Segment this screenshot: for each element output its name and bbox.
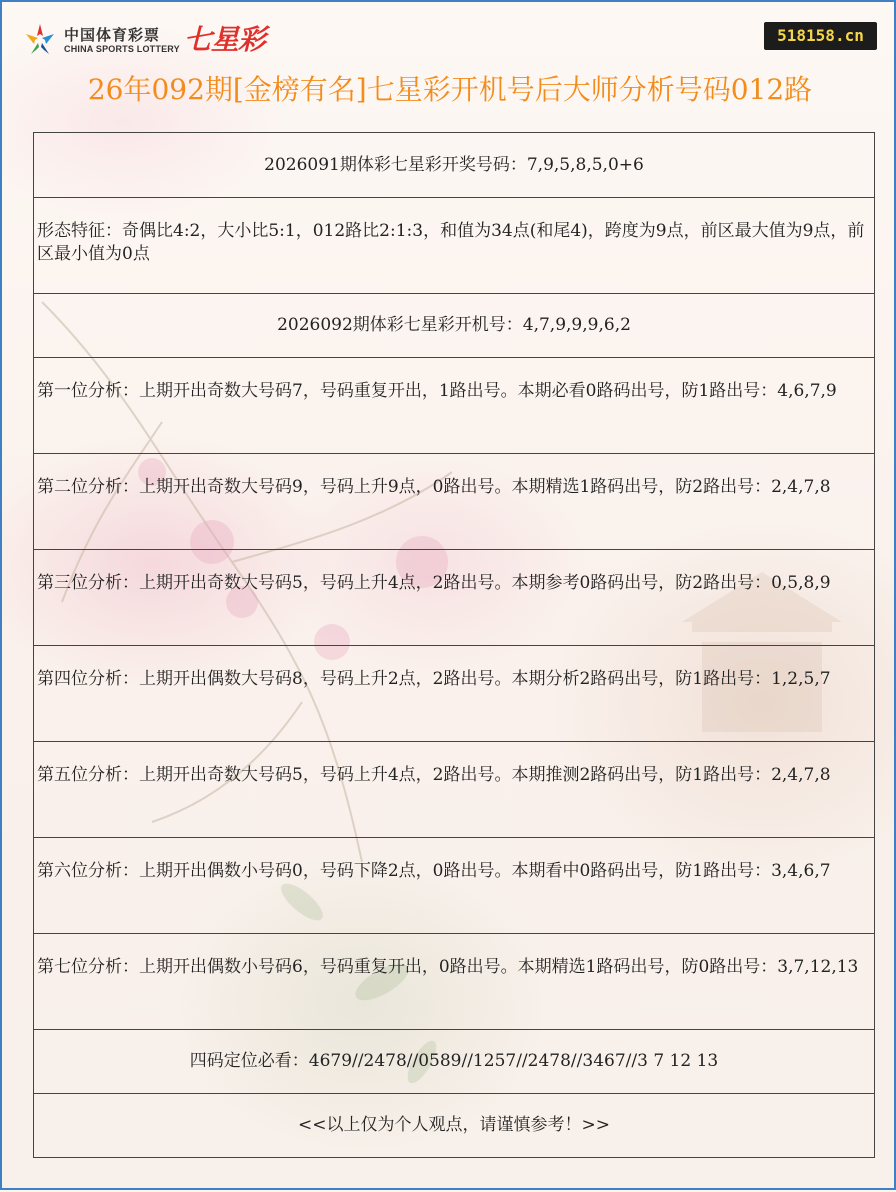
position-3-analysis: 第三位分析：上期开出奇数大号码5，号码上升4点，2路出号。本期参考0路码出号，防2路出号：0,5,8,9 xyxy=(34,549,874,645)
site-domain-badge[interactable]: 518158.cn xyxy=(764,22,877,50)
position-1-analysis: 第一位分析：上期开出奇数大号码7，号码重复开出，1路出号。本期必看0路码出号，防1路出号：4,6,7,9 xyxy=(34,357,874,453)
pattern-features: 形态特征：奇偶比4:2，大小比5:1，012路比2:1:3，和值为34点(和尾4)，跨度为9点，前区最大值为9点，前区最小值为0点 xyxy=(34,197,874,293)
logo-chinese-name: 中国体育彩票 xyxy=(64,25,161,44)
position-5-analysis: 第五位分析：上期开出奇数大号码5，号码上升4点，2路出号。本期推测2路码出号，防1路出号：2,4,7,8 xyxy=(34,741,874,837)
position-2-analysis: 第二位分析：上期开出奇数大号码9，号码上升9点，0路出号。本期精选1路码出号，防2路出号：2,4,7,8 xyxy=(34,453,874,549)
previous-draw-result: 2026091期体彩七星彩开奖号码：7,9,5,8,5,0+6 xyxy=(264,154,644,175)
position-6-analysis: 第六位分析：上期开出偶数小号码0，号码下降2点，0路出号。本期看中0路码出号，防1路出号：3,4,6,7 xyxy=(34,837,874,933)
analysis-table xyxy=(33,132,875,1158)
lottery-star-logo-icon xyxy=(22,22,58,58)
disclaimer: <<以上仅为个人观点，请谨慎参考！>> xyxy=(34,1093,874,1157)
position-7-analysis: 第七位分析：上期开出偶数小号码6，号码重复开出，0路出号。本期精选1路码出号，防0路出号：3,7,12,13 xyxy=(34,933,874,1029)
china-sports-lottery-logo xyxy=(22,22,265,58)
page-title: 26年092期[金榜有名]七星彩开机号后大师分析号码012路 xyxy=(87,73,813,106)
position-4-analysis: 第四位分析：上期开出偶数大号码8，号码上升2点，2路出号。本期分析2路码出号，防1路出号：1,2,5,7 xyxy=(34,645,874,741)
seven-star-lottery-brand: 七星彩 xyxy=(183,23,265,56)
four-code-positioning: 四码定位必看：4679//2478//0589//1257//2478//3467//3 7 12 13 xyxy=(34,1029,874,1093)
logo-english-name: CHINA SPORTS LOTTERY xyxy=(64,43,180,54)
opening-machine-numbers: 2026092期体彩七星彩开机号：4,7,9,9,9,6,2 xyxy=(34,293,874,357)
